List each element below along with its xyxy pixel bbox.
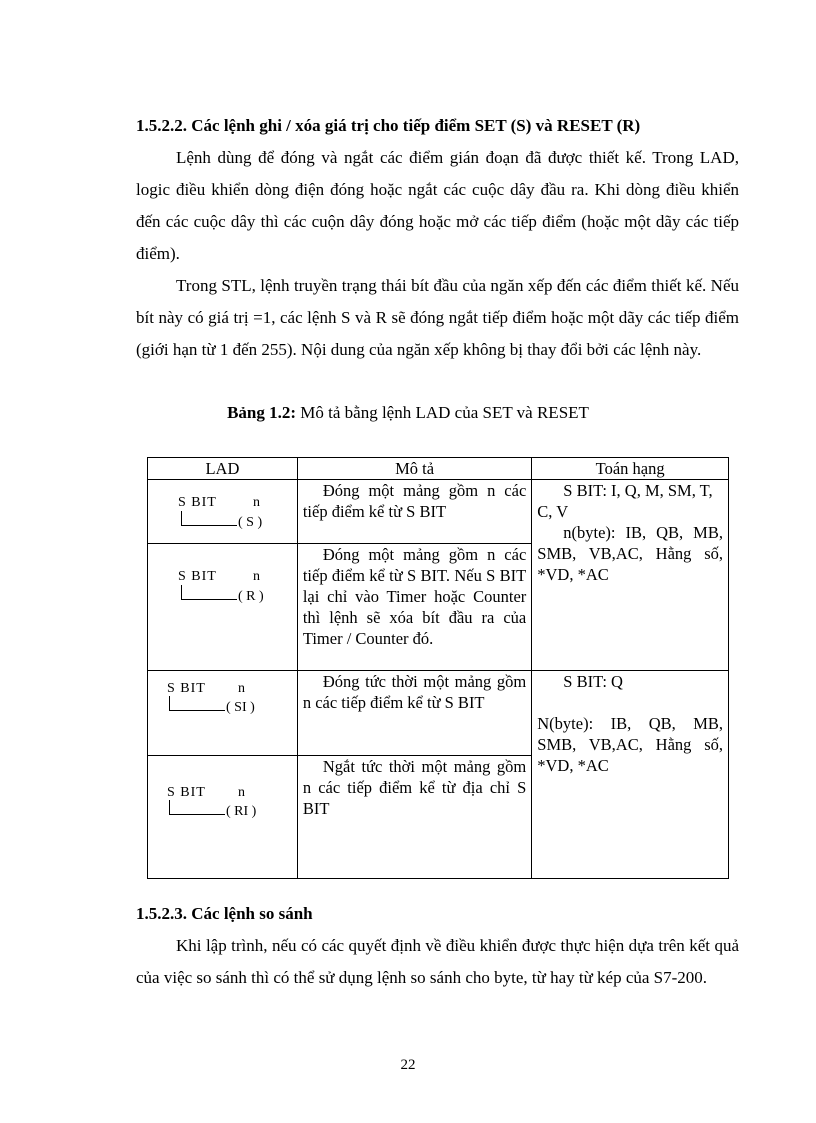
lad-coil-set: ( S ) xyxy=(238,515,263,530)
lad-sbit-label: S BIT xyxy=(178,495,217,510)
operand-n-text: n(byte): IB, QB, MB, SMB, VB,AC, Hằng số, *VD, *AC xyxy=(537,523,723,584)
lad-n-label: n xyxy=(238,681,245,696)
lad-power-rail xyxy=(169,696,170,710)
lad-wire xyxy=(181,599,237,600)
desc-cell-reset-immediate xyxy=(297,756,531,879)
lad-cell-set-immediate xyxy=(148,671,298,756)
lad-sbit-label: S BIT xyxy=(167,785,206,800)
lad-wire xyxy=(169,710,225,711)
table-caption-text: Mô tả bằng lệnh LAD của SET và RESET xyxy=(296,403,589,422)
header-description: Mô tả xyxy=(297,458,531,480)
lad-n-label: n xyxy=(238,785,245,800)
paragraph-set-reset-intro: Lệnh dùng để đóng và ngắt các điểm gián đoạn đã được thiết kế. Trong LAD, logic điều khiển dòng điện đóng hoặc ngắt các cuộc dây đầu ra. Khi dòng điều khiển đến các cuộc dây thì các cuộn dây đóng hoặc mở các tiếp điểm (hoặc một dãy các tiếp điểm). xyxy=(136,148,739,263)
page-number: 22 xyxy=(400,1057,416,1073)
table-row xyxy=(148,480,729,544)
table-caption xyxy=(0,403,816,423)
lad-coil-reset: ( R ) xyxy=(238,589,264,604)
operand-n-text: N(byte): IB, QB, MB, SMB, VB,AC, Hằng số, *VD, *AC xyxy=(537,714,723,775)
table-header-row xyxy=(148,458,729,480)
paragraph-stl-description: Trong STL, lệnh truyền trạng thái bít đầu của ngăn xếp đến các điểm thiết kế. Nếu bít này có giá trị =1, các lệnh S và R sẽ đóng ngắt tiếp điểm hoặc một dãy các tiếp điểm (giới hạn từ 1 đến 255). Nội dung của ngăn xếp không bị thay đổi bởi các lệnh này. xyxy=(136,276,739,359)
lad-power-rail xyxy=(169,800,170,814)
operand-sbit-text: S BIT: I, Q, M, SM, T, C, V xyxy=(537,481,713,521)
desc-text: Đóng một mảng gồm n các tiếp điểm kể từ S BIT. Nếu S BIT lại chỉ vào Timer hoặc Counter thì lệnh sẽ xóa bít đầu ra của Timer / Counter đó. xyxy=(302,545,527,648)
operand-sbit-text: S BIT: Q xyxy=(563,672,623,691)
lad-sbit-label: S BIT xyxy=(178,569,217,584)
header-operand: Toán hạng xyxy=(532,458,729,480)
desc-text: Đóng một mảng gồm n các tiếp điểm kể từ S BIT xyxy=(302,481,527,521)
section-heading-set-reset: 1.5.2.2. Các lệnh ghi / xóa giá trị cho tiếp điểm SET (S) và RESET (R) xyxy=(136,116,641,135)
lad-n-label: n xyxy=(253,569,260,584)
lad-wire xyxy=(181,525,237,526)
lad-cell-set xyxy=(148,480,298,544)
desc-text: Đóng tức thời một mảng gồm n các tiếp điểm kể từ S BIT xyxy=(302,672,527,712)
table-caption-label: Bảng 1.2: xyxy=(227,403,297,422)
lad-wire xyxy=(169,814,225,815)
paragraph-compare: Khi lập trình, nếu có các quyết định về điều khiển được thực hiện dựa trên kết quả của việc so sánh thì có thể sử dụng lệnh so sánh cho byte, từ hay từ kép của S7-200. xyxy=(136,936,739,987)
desc-text: Ngắt tức thời một mảng gồm n các tiếp điểm kể từ địa chỉ S BIT xyxy=(302,757,527,818)
lad-cell-reset-immediate xyxy=(148,756,298,879)
lad-power-rail xyxy=(181,585,182,599)
section-heading-compare: 1.5.2.3. Các lệnh so sánh xyxy=(136,904,313,923)
operand-cell-set-reset xyxy=(532,480,729,671)
lad-sbit-label: S BIT xyxy=(167,681,206,696)
header-lad: LAD xyxy=(148,458,298,480)
lad-power-rail xyxy=(181,511,182,525)
lad-coil-set-immediate: ( SI ) xyxy=(226,700,255,715)
table-row xyxy=(148,671,729,756)
set-reset-table xyxy=(147,457,729,879)
operand-cell-immediate xyxy=(532,671,729,879)
desc-cell-set-immediate xyxy=(297,671,531,756)
spacer xyxy=(537,692,723,713)
lad-coil-reset-immediate: ( RI ) xyxy=(226,804,257,819)
desc-cell-set xyxy=(297,480,531,544)
lad-cell-reset xyxy=(148,544,298,671)
lad-n-label: n xyxy=(253,495,260,510)
desc-cell-reset xyxy=(297,544,531,671)
